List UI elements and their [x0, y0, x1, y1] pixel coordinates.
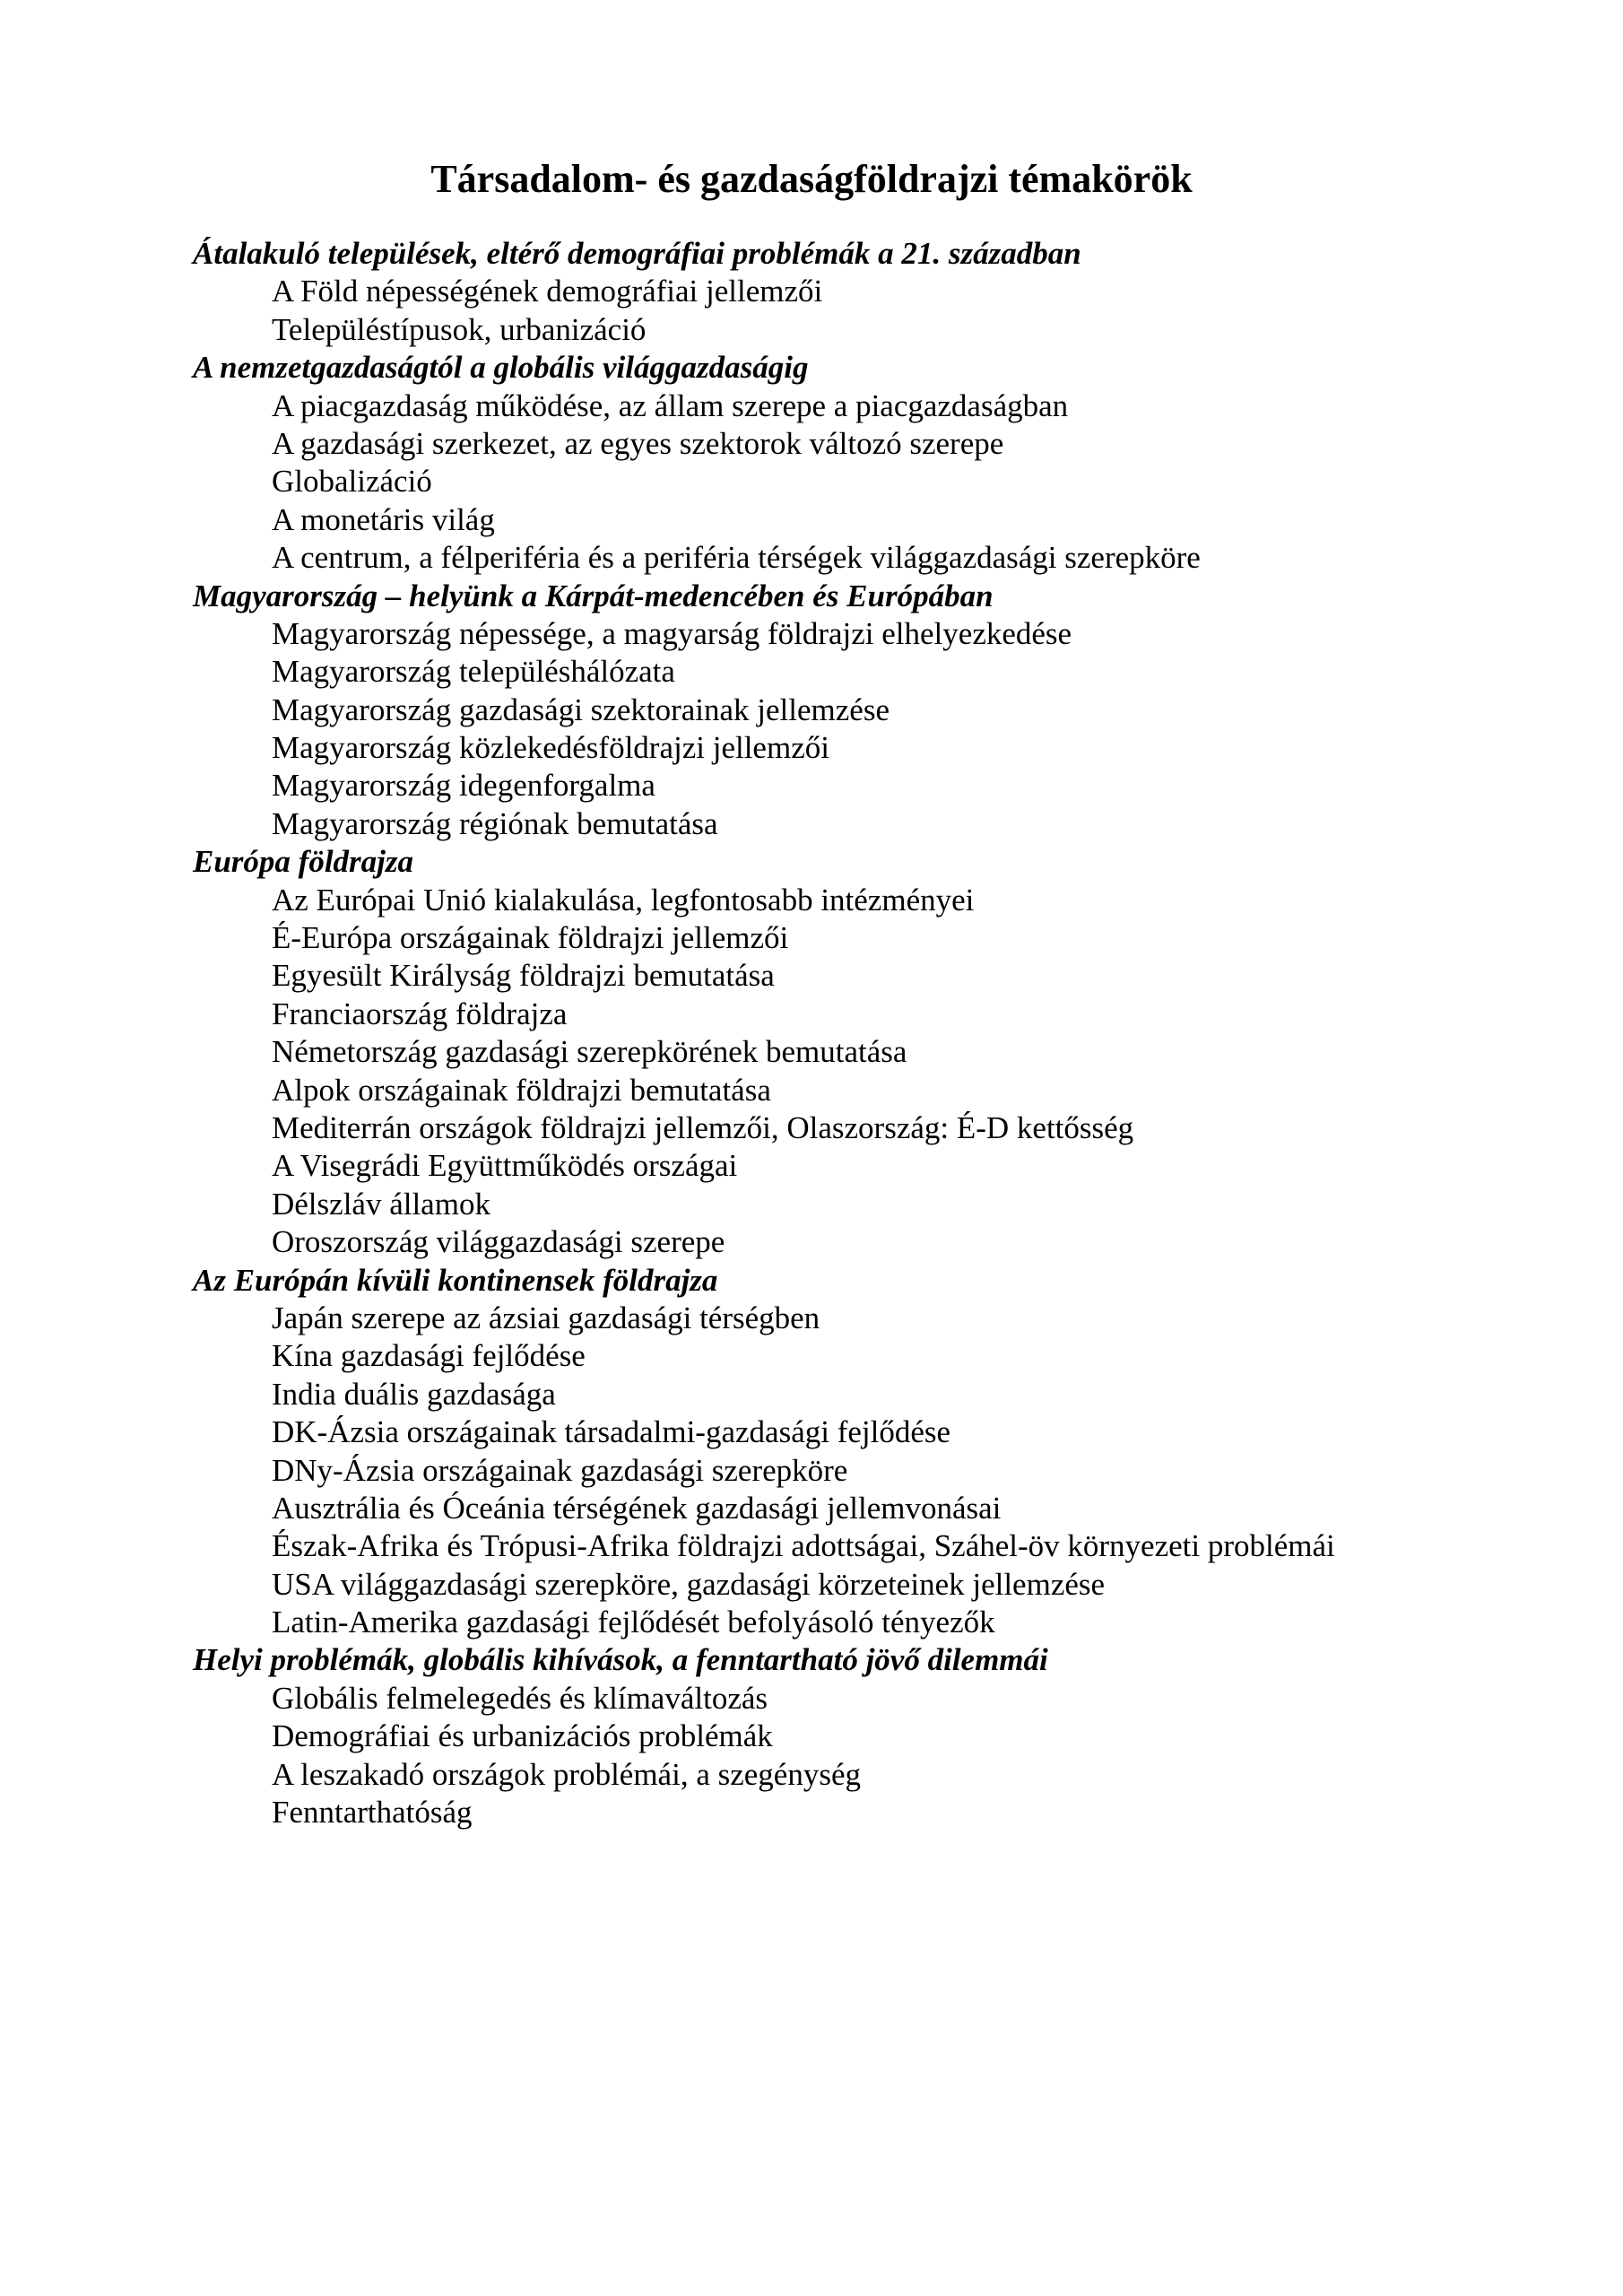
topic-item: Latin-Amerika gazdasági fejlődését befolyásoló tényezők	[272, 1605, 995, 1640]
topic-item: A Föld népességének demográfiai jellemzői	[272, 274, 823, 309]
topic-item: A centrum, a félperiféria és a periféria térségek világgazdasági szerepköre	[272, 540, 1201, 576]
topic-item: Franciaország földrajza	[272, 996, 568, 1031]
topic-item: A gazdasági szerkezet, az egyes szektorok változó szerepe	[272, 425, 1004, 461]
topic-item: Az Európai Unió kialakulása, legfontosabb intézményei	[272, 882, 975, 918]
topic-item: Magyarország településhálózata	[272, 654, 675, 690]
topic-item: DK-Ázsia országainak társadalmi-gazdasági fejlődése	[272, 1414, 951, 1450]
topic-item: Kína gazdasági fejlődése	[272, 1338, 586, 1374]
topic-item: Magyarország közlekedésföldrajzi jellemzői	[272, 730, 829, 766]
topic-item: Magyarország gazdasági szektorainak jellemzése	[272, 691, 890, 727]
topic-item: Egyesült Királyság földrajzi bemutatása	[272, 958, 775, 994]
section-heading: Átalakuló települések, eltérő demográfiai problémák a 21. században	[193, 236, 1081, 271]
topic-item: Magyarország népessége, a magyarság földrajzi elhelyezkedése	[272, 615, 1072, 651]
section-item-list	[193, 1680, 1592, 1832]
topic-item: Délszláv államok	[272, 1186, 490, 1222]
topic-item: Globalizáció	[272, 464, 432, 500]
section-heading: Helyi problémák, globális kihívások, a fenntartható jövő dilemmái	[193, 1642, 1048, 1678]
topic-item: Németország gazdasági szerepkörének bemutatása	[272, 1034, 907, 1070]
topic-item: Településtípusok, urbanizáció	[272, 311, 647, 347]
topic-item: Globális felmelegedés és klímaváltozás	[272, 1680, 768, 1716]
topic-item: Észak-Afrika és Trópusi-Afrika földrajzi adottságai, Száhel-öv környezeti problémái	[272, 1528, 1335, 1564]
topic-item: Mediterrán országok földrajzi jellemzői, Olaszország: É-D kettősség	[272, 1109, 1134, 1145]
section-heading: Európa földrajza	[193, 844, 414, 880]
section-heading: Az Európán kívüli kontinensek földrajza	[193, 1262, 718, 1298]
topic-item: Oroszország világgazdasági szerepe	[272, 1224, 725, 1260]
section-item-list	[193, 1300, 1592, 1642]
topic-item: A Visegrádi Együttműködés országai	[272, 1148, 738, 1184]
section-item-list	[193, 615, 1592, 843]
topic-item: É-Európa országainak földrajzi jellemzői	[272, 920, 789, 956]
section-heading: Magyarország – helyünk a Kárpát-medencében és Európában	[193, 578, 994, 613]
topic-item: A leszakadó országok problémái, a szegénység	[272, 1756, 861, 1792]
section-item-list	[193, 387, 1592, 578]
topic-section	[193, 578, 1592, 844]
topic-item: Magyarország régiónak bemutatása	[272, 805, 718, 841]
topic-section	[193, 349, 1592, 577]
topic-item: USA világgazdasági szerepköre, gazdasági körzeteinek jellemzése	[272, 1566, 1106, 1602]
topic-section	[193, 1262, 1592, 1642]
topic-item: Demográfiai és urbanizációs problémák	[272, 1718, 773, 1754]
topic-item: Japán szerepe az ázsiai gazdasági térségben	[272, 1300, 820, 1335]
topic-item: Fenntarthatóság	[272, 1795, 473, 1831]
topic-section	[193, 1641, 1592, 1831]
topic-item: Alpok országainak földrajzi bemutatása	[272, 1072, 771, 1108]
section-heading: A nemzetgazdaságtól a globális világgazdaságig	[193, 350, 809, 386]
topic-item: A piacgazdaság működése, az állam szerepe a piacgazdaságban	[272, 387, 1069, 423]
topic-item: DNy-Ázsia országainak gazdasági szerepköre	[272, 1452, 848, 1488]
topic-section	[193, 843, 1592, 1261]
topic-item: Ausztrália és Óceánia térségének gazdasági jellemvonásai	[272, 1490, 1002, 1526]
section-item-list	[193, 273, 1592, 349]
topic-section	[193, 235, 1592, 349]
topic-item: A monetáris világ	[272, 501, 495, 537]
document-title: Társadalom- és gazdaságföldrajzi témakörök	[430, 157, 1193, 201]
section-item-list	[193, 882, 1592, 1262]
topic-list	[193, 235, 1592, 1831]
topic-item: Magyarország idegenforgalma	[272, 768, 655, 804]
topic-item: India duális gazdasága	[272, 1376, 556, 1412]
